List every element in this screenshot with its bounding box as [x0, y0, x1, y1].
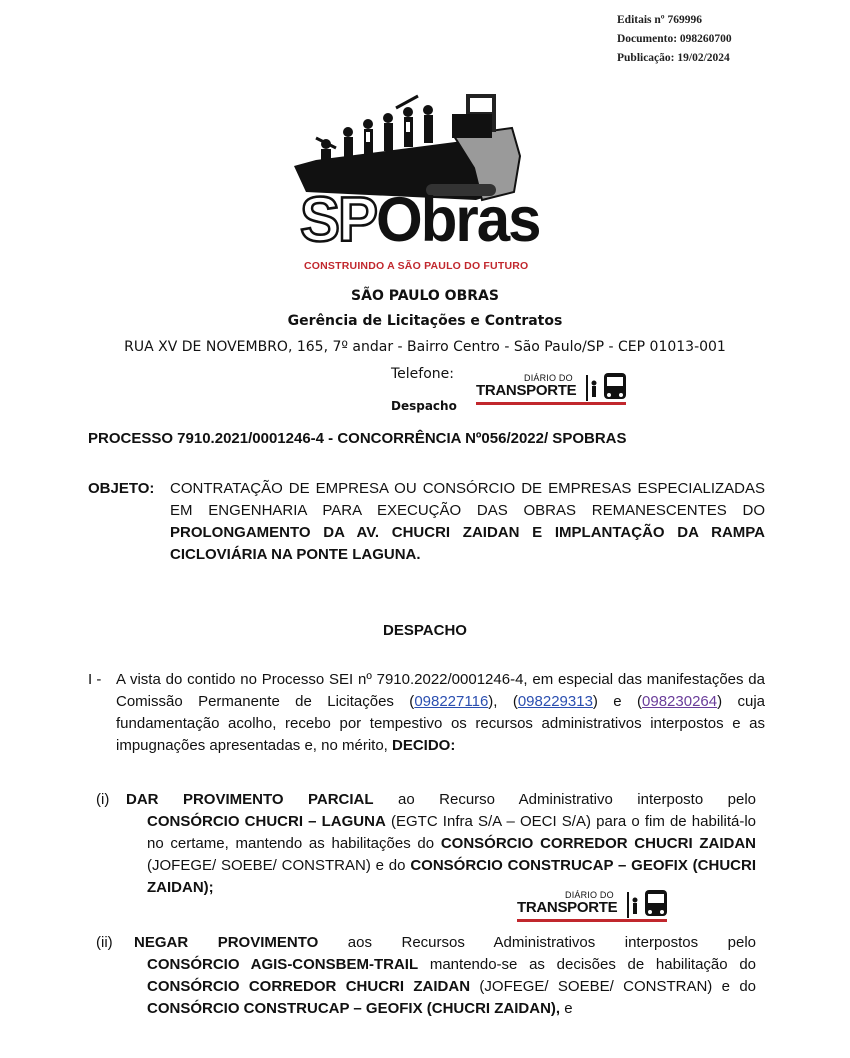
publication-date: Publicação: 19/02/2024	[617, 52, 730, 64]
paragraph-text-part: A vista do contido no Processo SEI nº 7910.2022/0001246-4, em especial das manifestações da Comissão Permanente de Licitações (	[116, 671, 765, 710]
item-bold-part: CONSÓRCIO CORREDOR CHUCRI ZAIDAN	[440, 835, 757, 852]
edital-number: Editais nº 769996	[617, 14, 702, 26]
pedestrian-bus-icon	[625, 888, 669, 920]
organization-name: SÃO PAULO OBRAS	[351, 288, 499, 304]
objeto-bold: PROLONGAMENTO DA AV. CHUCRI ZAIDAN E IMPLANTAÇÃO DA RAMPA CICLOVIÁRIA NA PONTE LAGUNA.	[170, 524, 765, 563]
paragraph-text-part: ) cuja fundamentação acolho, recebo por tempestivo os recursos administrativos interpostos e as impugnações apresentadas e, no mérito,	[116, 693, 765, 754]
item-bold-part: DAR PROVIMENTO PARCIAL	[126, 791, 374, 808]
logo-obras-text: Obras	[376, 184, 540, 255]
item-text-part: (EGTC Infra S/A – OECI S/A) para o fim de habilitá-lo no certame, mantendo as habilitações do	[147, 813, 757, 852]
decision-item-i	[96, 789, 756, 899]
document-metadata	[617, 11, 732, 68]
despacho-title: DESPACHO	[383, 622, 467, 639]
item-text-part: mantendo-se as decisões de habilitação do	[429, 956, 757, 973]
stamp-small-text: DIÁRIO DO	[524, 373, 573, 383]
item-bold-part: NEGAR PROVIMENTO	[134, 934, 319, 951]
paragraph-i	[88, 669, 765, 757]
logo-slogan: CONSTRUINDO A SÃO PAULO DO FUTURO	[304, 260, 529, 272]
stamp-small-text: DIÁRIO DO	[565, 890, 614, 900]
stamp-big-text: TRANSPORTE	[517, 899, 618, 916]
item-bold-part: CONSÓRCIO AGIS-CONSBEM-TRAIL	[147, 956, 419, 973]
diario-transporte-stamp-2	[517, 888, 669, 926]
paragraph-text-part: ) e (	[592, 693, 643, 710]
objeto-block	[88, 478, 765, 566]
item-i-text	[126, 789, 757, 899]
item-ii-text	[134, 932, 757, 1020]
item-ii-first-line	[134, 932, 756, 954]
item-text-part: ao Recurso Administrativo interposto pelo	[398, 791, 757, 808]
item-marker: (i)	[96, 791, 110, 808]
item-bold-part: CONSÓRCIO CONSTRUCAP – GEOFIX (CHUCRI ZAIDAN),	[147, 1000, 561, 1017]
decision-item-ii	[96, 932, 756, 1020]
paragraph-text-part: ), (	[488, 693, 518, 710]
paragraph-marker: I -	[88, 671, 102, 688]
diario-transporte-stamp	[476, 371, 628, 409]
pedestrian-bus-icon	[584, 371, 628, 403]
item-text-part: e	[564, 1000, 573, 1017]
address-line: RUA XV DE NOVEMBRO, 165, 7º andar - Bairro Centro - São Paulo/SP - CEP 01013-001	[124, 339, 726, 355]
item-text-part: (JOFEGE/ SOEBE/ CONSTRAN) e do	[147, 857, 406, 874]
objeto-label: OBJETO:	[88, 480, 155, 497]
item-bold-part: CONSÓRCIO CHUCRI – LAGUNA	[147, 813, 386, 830]
processo-heading: PROCESSO 7910.2021/0001246-4 - CONCORRÊNCIA Nº056/2022/ SPOBRAS	[88, 430, 627, 447]
objeto-text	[170, 478, 765, 566]
despacho-label: Despacho	[391, 399, 457, 413]
sei-link-098229313[interactable]: 098229313	[517, 693, 593, 710]
sei-link-098230264[interactable]: 098230264	[642, 693, 718, 710]
objeto-plain: CONTRATAÇÃO DE EMPRESA OU CONSÓRCIO DE EMPRESAS ESPECIALIZADAS EM ENGENHARIA PARA EXECUÇÃO DAS OBRAS REMANESCENTES DO	[170, 480, 765, 519]
sp-obras-logo	[276, 88, 540, 278]
item-i-first-line	[126, 789, 756, 811]
document-number: Documento: 098260700	[617, 33, 732, 45]
item-marker: (ii)	[96, 934, 113, 951]
sei-link-098227116[interactable]: 098227116	[414, 693, 489, 710]
telefone-label: Telefone:	[391, 366, 454, 382]
stamp-big-text: TRANSPORTE	[476, 382, 577, 399]
paragraph-i-text	[116, 669, 765, 757]
decido-text: DECIDO:	[392, 737, 456, 754]
item-text-part: aos Recursos Administrativos interpostos pelo	[347, 934, 757, 951]
department-name: Gerência de Licitações e Contratos	[287, 313, 563, 329]
item-text-part: (JOFEGE/ SOEBE/ CONSTRAN) e do	[479, 978, 757, 995]
item-bold-part: CONSÓRCIO CONSTRUCAP – GEOFIX (CHUCRI ZAIDAN);	[147, 857, 756, 896]
logo-wordmark	[300, 184, 540, 255]
item-bold-part: CONSÓRCIO CORREDOR CHUCRI ZAIDAN	[147, 978, 471, 995]
logo-sp-text: SP	[300, 184, 377, 255]
